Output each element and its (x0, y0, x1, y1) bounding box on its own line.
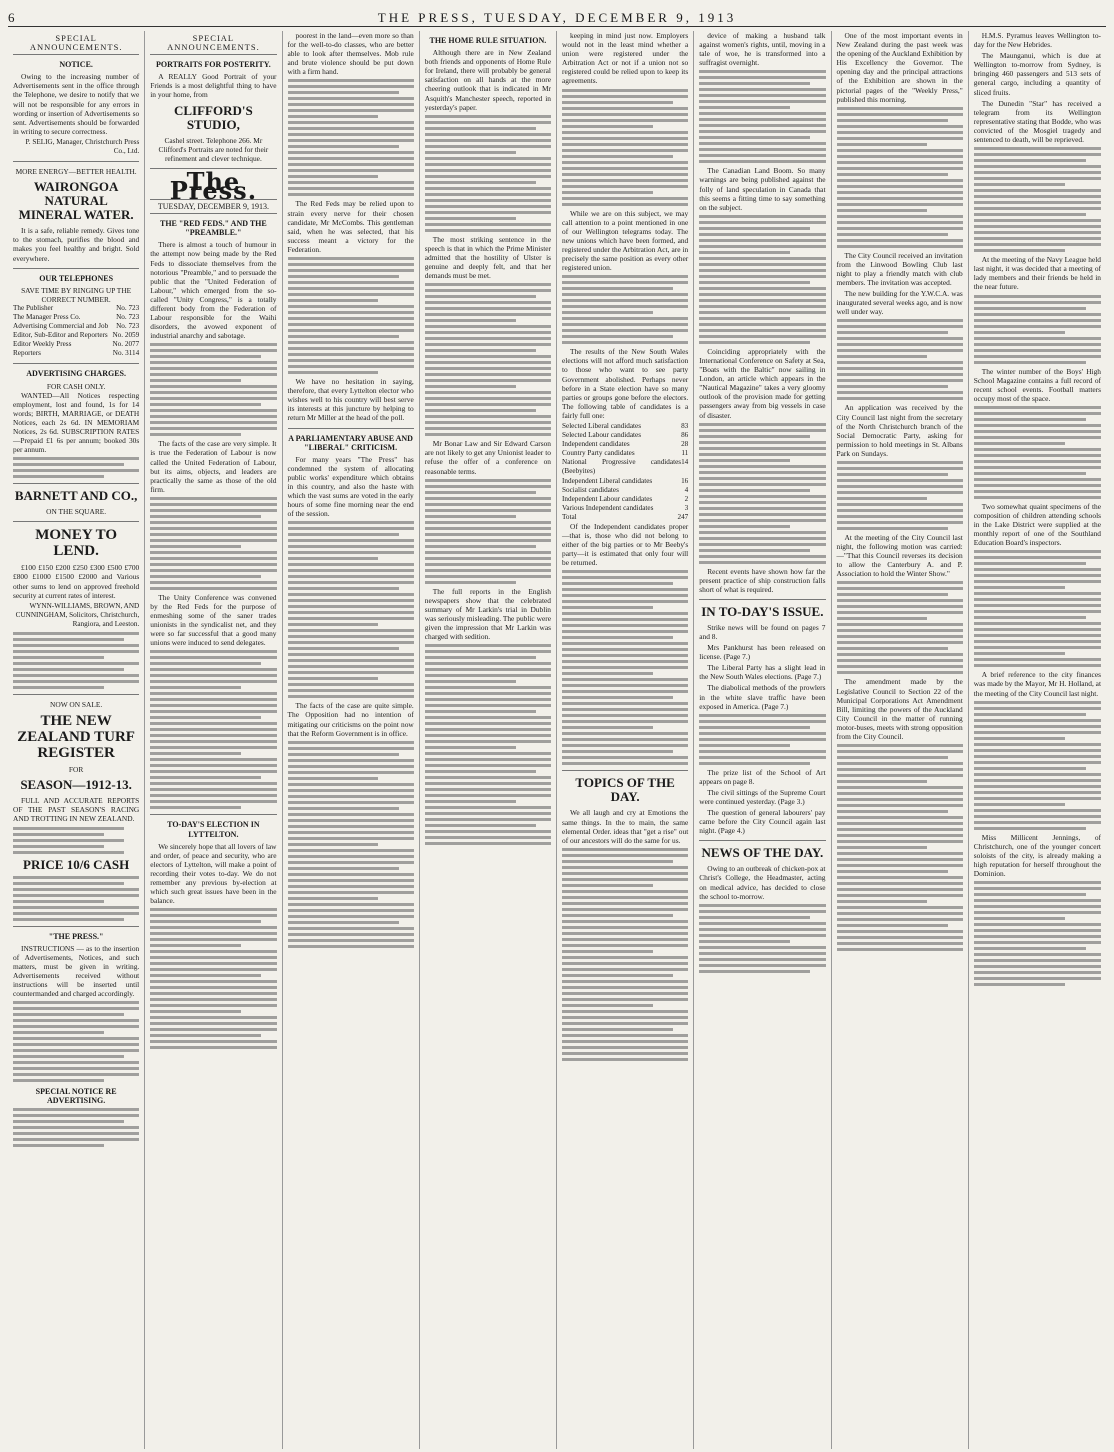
notice-body: Owing to the increasing number of Advertisements sent in the office through the Telephone, we desire to notify that we will not be responsible for any errors in wording or insertion of Advertisements so sent. Advertisements should be forwarded in writing to secure correctness. (13, 72, 140, 136)
news-paragraph: Owing to an outbreak of chicken-pox at Christ's College, the Headmaster, acting on medical advice, has decided to close the school to-morrow. (699, 864, 826, 901)
article-paragraph: Recent events have shown how far the present practice of ship construction falls short of what is required. (699, 566, 826, 594)
telephone-row: The Publisher No. 723 (13, 303, 140, 312)
issue-item: The prize list of the School of Art appears on page 8. (699, 767, 826, 786)
portrait-body: A REALLY Good Portrait of your Friends is a most delightful thing to have in your home, from (150, 72, 277, 100)
home-rule-paragraph: The full reports in the English newspapers show that the celebrated summary of Mr Larkin's trial in Dublin was seriously misleading. The public were given the impression that Mr Larkin was charged with sedition. (424, 586, 551, 642)
article-paragraph: H.M.S. Pyramus leaves Wellington to-day for the New Hebrides. (973, 31, 1101, 50)
portrait-heading: PORTRAITS FOR POSTERITY. (155, 60, 271, 70)
table-row: Country Party candidates 11 (562, 449, 689, 458)
notice-heading: NOTICE. (59, 60, 93, 70)
telephone-row: Editor, Sub-Editor and Reporters No. 2059 (13, 331, 140, 340)
home-rule-paragraph: The most striking sentence in the speech is that in which the Prime Minister admitted that the hostility of Ulster is genuine and deeply felt, and that her demands must be met. (424, 234, 551, 281)
issue-item: Strike news will be found on pages 7 and 8. (699, 622, 826, 641)
article-paragraph: Miss Millicent Jennings, of Christchurch, one of the younger concert soloists of the city, is already making a high reputation for herself throughout the Dominion. (973, 832, 1101, 878)
table-row: National Progressive candidates (Beebyites) 14 (562, 458, 689, 476)
election-heading: TO-DAY'S ELECTION IN LYTTELTON. (167, 820, 260, 839)
article-paragraph: While we are on this subject, we may call attention to a point mentioned in one of our Wellington telegrams today. The new unions which have been formed, and registered under the Arbitration Act, are in precisely the same position as every other registered union. (562, 208, 689, 273)
article-paragraph: The City Council received an invitation from the Linwood Bowling Club last night to play a friendly match with club members. The invitation was accepted. (836, 250, 963, 288)
table-row: Independent Labour candidates 2 (562, 494, 689, 503)
table-row: Various Independent candidates 3 (562, 503, 689, 512)
advertising-heading: ADVERTISING CHARGES. (26, 369, 126, 379)
portrait-studio: CLIFFORD'S STUDIO, (174, 102, 253, 132)
issue-heading: IN TO-DAY'S ISSUE. (701, 603, 824, 619)
telephone-row: The Manager Press Co. No. 723 (13, 312, 140, 321)
election-paragraph: We sincerely hope that all lovers of law and order, of peace and security, who are electors of Lyttelton, will make a point of recording their votes to-day. We do not remember any previous by-election at which such great issues have been in the balance. (150, 841, 277, 906)
telephone-table (13, 304, 139, 359)
column-8 (969, 31, 1106, 1449)
turf-price: PRICE 10/6 CASH (23, 856, 130, 872)
issue-item: The question of general labourers' pay came before the City Council again last night. (Page 4.) (699, 808, 826, 836)
press-special: SPECIAL NOTICE RE ADVERTISING. (35, 1087, 117, 1106)
article-paragraph: The Red Feds may be relied upon to strain every nerve for their chosen candidate, Mr McCombs. This gentleman said, when he was selected, that his success meant a victory for the Federation. (287, 199, 414, 254)
advertising-sub: FOR CASH ONLY. (46, 381, 106, 391)
leader-heading: THE "RED FEDS." AND THE "PREAMBLE." (159, 219, 267, 238)
money-body: £100 £150 £200 £250 £300 £500 £700 £800 £1000 £1500 £2000 and Various other sums to lend on approved freehold security at current rates of interest. (13, 563, 140, 600)
abuse-paragraph: For many years "The Press" has condemned the system of allocating public works' expenditure which obtains in this country, and also the haste with which the vast sums are voted in the early hours of some fine morning near the end of the session. (287, 454, 414, 519)
turf-body: FULL AND ACCURATE REPORTS OF THE PAST SEASON'S RACING AND TROTTING IN NEW ZEALAND. (13, 796, 140, 824)
table-row: Independent Liberal candidates 16 (562, 476, 689, 485)
issue-item: The civil sittings of the Supreme Court were continued yesterday. (Page 3.) (699, 787, 826, 806)
notice-signature: P. SELIG, Manager, Christchurch Press Co., Ltd. (25, 137, 140, 156)
masthead-title: THE PRESS, TUESDAY, DECEMBER 9, 1913 (377, 10, 737, 25)
article-paragraph: The results of the New South Wales elections will not afford much satisfaction to those who want to see party Government abolished. Perhaps never before in a State election have so many parties or groups gone before the electors. The following table of candidates is a fairly full one: (562, 347, 689, 420)
columns (8, 31, 1106, 1449)
sale-heading: NOW ON SALE. (50, 700, 103, 710)
telephones-sub: SAVE TIME BY RINGING UP THE CORRECT NUMBER. (21, 285, 132, 304)
article-paragraph: Of the Independent candidates proper—that is, those who did not belong to either of the big parties or to Mr Beeby's party—it is estimated that only four will be returned. (562, 522, 689, 568)
article-paragraph: A brief reference to the city finances was made by the Mayor, Mr H. Holland, at the meeting of the City Council last night. (973, 670, 1101, 698)
article-paragraph: The winter number of the Boys' High School Magazine contains a full record of recent school events. Football matters occupy most of the space. (973, 366, 1101, 403)
article-paragraph: device of making a husband talk against women's rights, until, moving in a tale of woe, he is transformed into a suffragist overnight. (699, 31, 826, 68)
telephone-row: Advertising Commercial and Job No. 723 (13, 322, 140, 331)
column-4 (420, 31, 557, 1449)
article-paragraph: Coinciding appropriately with the International Conference on Safety at Sea, "Boats with the Baltic" now sailing in London, an article which appears in the "Nautical Magazine" takes a very gloomy outlook of the provision made for getting passengers away from big vessels in case of disaster. (699, 346, 826, 420)
table-row: Socialist candidates 4 (562, 485, 689, 494)
barnett-title: BARNETT AND CO., (14, 488, 138, 504)
article-paragraph: One of the most important events in New Zealand during the past week was the opening of the Auckland Exhibition by His Excellency the Governor. The opening day and the principal attractions of the Exhibition are shown in the pictorial pages of the "Weekly Press," published this morning. (836, 31, 963, 104)
home-rule-paragraph: Although there are in New Zealand both friends and opponents of Home Rule for Ireland, there will probably be general satisfaction on all hands at the more cheering outlook that is indicated in Mr Asquith's Manchester speech, reported in yesterday's paper. (424, 48, 551, 112)
turf-for: FOR (68, 765, 84, 775)
table-row: Independent candidates 28 (562, 440, 689, 449)
paper-title: The Press. (169, 166, 258, 205)
home-rule-heading: THE HOME RULE SITUATION. (429, 36, 547, 45)
column-3 (283, 31, 420, 1449)
table-row: Selected Liberal candidates 83 (562, 421, 689, 430)
telephones-heading: OUR TELEPHONES (39, 273, 114, 283)
barnett-sub: ON THE SQUARE. (46, 507, 107, 517)
issue-item: The diabolical methods of the prowlers in the white slave traffic have been exposed in America. (Page 7.) (699, 683, 826, 711)
portrait-address: Cashel street. Telephone 266. Mr Clifford's Portraits are noted for their refinement and clever technique. (158, 135, 269, 163)
column-1 (8, 31, 145, 1449)
telephone-row: Reporters No. 3114 (13, 349, 140, 358)
waiwera-body: It is a safe, reliable remedy. Gives tone to the stomach, purifies the blood and makes you feel healthy and bright. Sold everywhere. (13, 226, 140, 263)
article-paragraph: At the meeting of the Navy League held last night, it was decided that a meeting of lady members and their friends be held in the near future. (973, 255, 1101, 292)
column-5 (557, 31, 694, 1449)
article-paragraph: Two somewhat quaint specimens of the composition of children attending schools in the Lake District were supplied at the monthly report of one of the Southland Education Board's inspectors. (973, 501, 1101, 548)
leader-paragraph: The facts of the case are very simple. It is true the Federation of Labour is now called the United Federation of Labour, but its aims, objects, and leaders are practically the same as those of the old firm. (150, 439, 277, 494)
abuse-heading: A PARLIAMENTARY ABUSE AND "LIBERAL" CRITICISM. (288, 433, 413, 452)
advertising-body: WANTED—All Notices respecting employment, lost and found, 1s for 14 words; BIRTH, MARRIAGE, or DEATH Notices, each 2s 6d. IN MEMORIAM Notices, 2s 6d. SUBSCRIPTION RATES—Prepaid £1 6s per annum; booked 30s per annum. (13, 390, 140, 455)
issue-item: Mrs Pankhurst has been released on license. (Page 7.) (699, 643, 826, 662)
article-paragraph: At the meeting of the City Council last night, the following motion was carried:—"That this Council reverses its decision to allow the Canterbury A. and P. Association to hold the Winter Show." (836, 532, 963, 579)
section-heading: SPECIAL ANNOUNCEMENTS. (150, 34, 276, 55)
abuse-paragraph: The facts of the case are quite simple. The Opposition had no intention of mitigating our criticisms on the point now that the Reform Government is in office. (287, 701, 414, 738)
article-paragraph: keeping in mind just now. Employers would not in the least mind whether a union were registered under the Arbitration Act or not if a union not so registered could be relied upon to keep its agreements. (562, 31, 689, 86)
turf-title: THE NEW ZEALAND TURF REGISTER (17, 713, 135, 762)
article-paragraph: An application was received by the City Council last night from the secretary of the North Christchurch branch of the Social Democratic Party, asking for permission to hold meetings in St. Albans Park on Sundays. (836, 403, 963, 458)
press-body: INSTRUCTIONS — as to the insertion of Advertisements, Notices, and such matters, must be given in writing. Advertisements received without instructions will be inserted until countermanded and charged accordingly. (13, 943, 140, 999)
article-paragraph: The Canadian Land Boom. So many warnings are being published against the folly of land speculation in Canada that this seems a fitting time to say something on the subject. (699, 166, 826, 212)
section-heading: SPECIAL ANNOUNCEMENTS. (13, 34, 139, 55)
article-paragraph: poorest in the land—even more so than for the well-to-do classes, who are better able to look after themselves. Mob rule and brute violence should be put down with a firm hand. (287, 31, 414, 77)
article-paragraph: The Maunganui, which is due at Wellington to-morrow from Sydney, is bringing 460 passengers and 513 sets of general cargo, including a quantity of sliced fruits. (973, 51, 1101, 97)
money-title: MONEY TO LEND. (35, 527, 118, 560)
table-total: Total 247 (562, 512, 689, 521)
column-2 (145, 31, 282, 1449)
turf-season: SEASON—1912-13. (20, 777, 132, 793)
article-paragraph: The new building for the Y.W.C.A. was inaugurated several weeks ago, and is now well under way. (836, 289, 963, 317)
table-row: Selected Labour candidates 86 (562, 431, 689, 440)
leader-date: TUESDAY, DECEMBER 9, 1913. (150, 199, 276, 214)
leader-paragraph: There is almost a touch of humour in the attempt now being made by the Red Feds to dissociate themselves from the notorious "Preamble," and to persuade the public that the "United Federation of Labour," which emerged from the so-called "Unity Congress," is a totally different body from the Federation of Labour responsible for the Waihi disorders, the avowed exponent of industrial anarchy and sabotage. (150, 240, 277, 341)
article-paragraph: The Dunedin "Star" has received a telegram from its Wellington representative stating that Bodde, who was convicted of the Mosgiel tragedy and sentenced to death, will be reprieved. (973, 98, 1101, 145)
waiwera-title: WAIRONGOA NATURAL MINERAL WATER. (18, 179, 134, 223)
leader-paragraph: The Unity Conference was convened by the Red Feds for the purpose of enmeshing some of the saner trades unionists in the syndicalist net, and they were so far successful that a good many unions were induced to send delegates. (150, 592, 277, 648)
nsw-candidates-table (562, 422, 688, 522)
topics-paragraph: We all laugh and cry at Emotions the same things. In the to main, the same elemental Order. ideas that "get a rise" out of our ancestors will do the same for us. (562, 808, 689, 845)
telephone-row: Editor Weekly Press No. 2077 (13, 340, 140, 349)
waiwera-kicker: MORE ENERGY—BETTER HEALTH. (15, 167, 137, 177)
page-number: 6 (8, 10, 16, 25)
money-signature: WYNN-WILLIAMS, BROWN, AND CUNNINGHAM, Solicitors, Christchurch, Rangiora, and Leeston. (15, 601, 140, 628)
masthead (8, 6, 1106, 27)
column-6 (694, 31, 831, 1449)
article-paragraph: We have no hesitation in saying, therefore, that every Lyttelton elector who wishes well to his country will best serve its interests at this juncture by helping to return Mr Miller at the head of the poll. (287, 377, 414, 423)
column-7 (832, 31, 969, 1449)
issue-item: The Liberal Party has a slight lead in the New South Wales elections. (Page 7.) (699, 663, 826, 682)
topics-heading: TOPICS OF THE DAY. (575, 775, 675, 805)
news-heading: NEWS OF THE DAY. (701, 845, 824, 861)
article-paragraph: The amendment made by the Legislative Council to Section 22 of the Municipal Corporations Act Amendment Bill, limiting the powers of the Auckland City Council in the matter of running motor-buses, meets with strong opposition from the City Council. (836, 677, 963, 741)
press-heading: "THE PRESS." (48, 931, 104, 941)
home-rule-paragraph: Mr Bonar Law and Sir Edward Carson are not likely to get any Unionist leader to refuse the offer of a conference on reasonable terms. (424, 439, 551, 476)
